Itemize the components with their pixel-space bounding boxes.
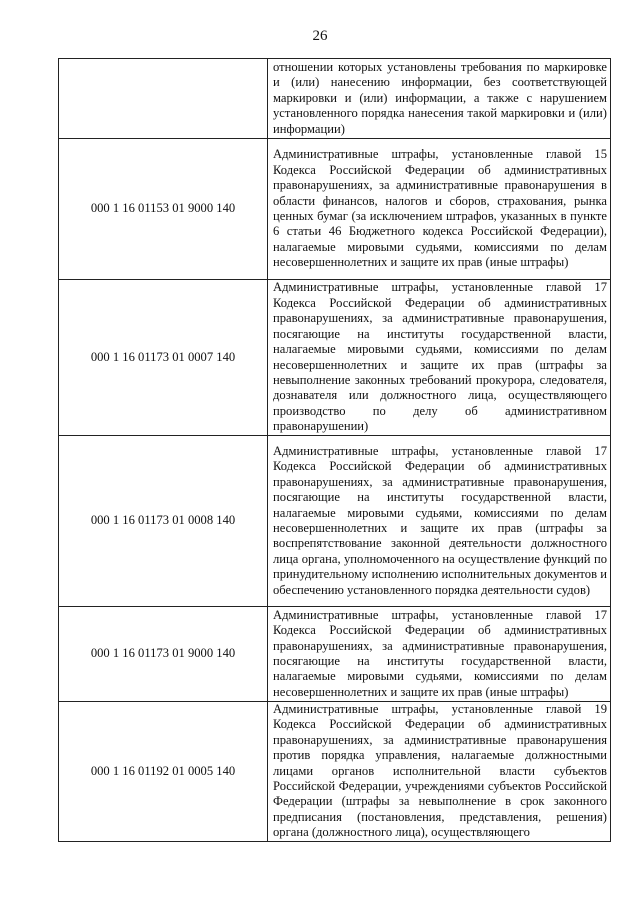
- table-row: [59, 139, 611, 280]
- description-text: Административные штрафы, установленные главой 17 Кодекса Российской Федерации об административных правонарушениях, за административные правонарушения, посягающие на институты государственной власти, налагаемые мировыми судьями, комиссиями по делам несовершеннолетних и защите их прав (иные штрафы): [273, 607, 607, 699]
- table-row: [59, 607, 611, 702]
- description-text: Административные штрафы, установленные главой 15 Кодекса Российской Федерации об административных правонарушениях, за административные правонарушения в области финансов, налогов и сборов, страхования, рынка ценных бумаг (за исключением штрафов, указанных в пункте 6 статьи 46 Бюджетного кодекса Российской Федерации), налагаемые мировыми судьями, комиссиями по делам несовершеннолетних и защите их прав (иные штрафы): [273, 147, 607, 270]
- table-row: [59, 59, 611, 139]
- budget-code-cell: 000 1 16 01173 01 0008 140: [59, 436, 268, 607]
- description-cell: [268, 702, 611, 842]
- description-text: отношении которых установлены требования по маркировке и (или) нанесению информации, без соответствующей маркировки и (или) информации, а также с нарушением установленного порядка нанесения такой маркировки и (или) информации): [273, 59, 607, 136]
- table-row: [59, 280, 611, 436]
- description-cell: [268, 139, 611, 280]
- description-text: Административные штрафы, установленные главой 17 Кодекса Российской Федерации об административных правонарушениях, за административные правонарушения, посягающие на институты государственной власти, налагаемые мировыми судьями, комиссиями по делам несовершеннолетних и защите их прав (штрафы за невыполнение законных требований прокурора, следователя, дознавателя или должностного лица, осуществляющего производство по делу об административном правонарушении): [273, 280, 607, 434]
- budget-code-cell: [59, 59, 268, 139]
- description-cell: [268, 436, 611, 607]
- description-text: Административные штрафы, установленные главой 17 Кодекса Российской Федерации об административных правонарушениях, за административные правонарушения, посягающие на институты государственной власти, налагаемые мировыми судьями, комиссиями по делам несовершеннолетних и защите их прав (штрафы за воспрепятствование законной деятельности должностного лица органа, уполномоченного на осуществление функций по принудительному исполнению исполнительных документов и обеспечению установленного порядка деятельности судов): [273, 443, 607, 597]
- table-row: [59, 436, 611, 607]
- budget-code-cell: 000 1 16 01173 01 9000 140: [59, 607, 268, 702]
- description-text: Административные штрафы, установленные главой 19 Кодекса Российской Федерации об административных правонарушениях, за административные правонарушения против порядка управления, налагаемые должностными лицами органов исполнительной власти субъектов Российской Федерации, учреждениями субъектов Российской Федерации (штрафы за невыполнение в срок законного предписания (постановления, представления, решения) органа (должностного лица), осуществляющего: [273, 702, 607, 840]
- table-row: [59, 702, 611, 842]
- budget-code-cell: 000 1 16 01192 01 0005 140: [59, 702, 268, 842]
- budget-codes-table: [58, 58, 611, 842]
- budget-code-cell: 000 1 16 01173 01 0007 140: [59, 280, 268, 436]
- description-cell: [268, 59, 611, 139]
- description-cell: [268, 607, 611, 702]
- budget-code-cell: 000 1 16 01153 01 9000 140: [59, 139, 268, 280]
- description-cell: [268, 280, 611, 436]
- page-number: 26: [312, 28, 328, 44]
